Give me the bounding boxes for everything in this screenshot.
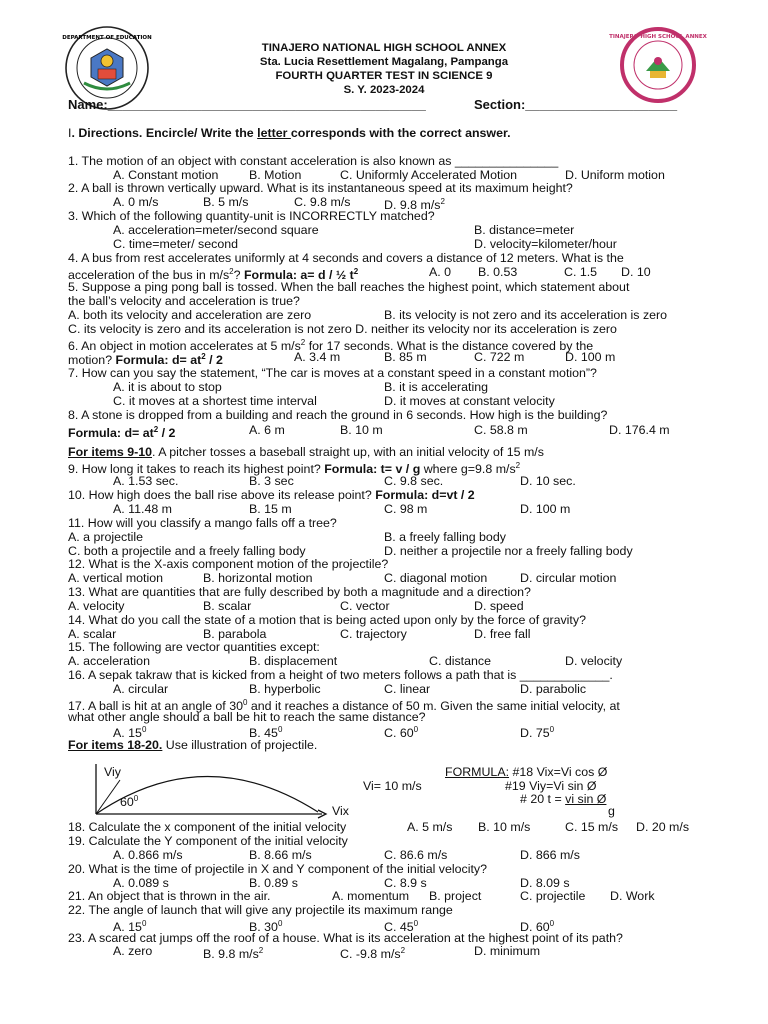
answer-choice[interactable]	[621, 265, 651, 279]
answer-choice[interactable]	[332, 889, 409, 903]
text-run: D. 10	[621, 265, 651, 279]
text-run: C. diagonal motion	[384, 571, 488, 585]
question-line	[113, 380, 222, 394]
text-run: B. 85 m	[384, 350, 427, 364]
text-run: D. 9.8 m/s	[384, 198, 441, 212]
answer-choice[interactable]	[520, 682, 586, 696]
superscript: 2	[300, 338, 306, 347]
text-run: B. parabola	[203, 627, 267, 641]
text-run: 60	[120, 795, 134, 809]
text-run: B. its velocity is not zero and its acceleration is zero	[384, 308, 668, 322]
question-line	[68, 154, 558, 168]
answer-choice[interactable]	[636, 820, 689, 834]
text-run: B. 45	[249, 726, 278, 740]
answer-choice[interactable]	[520, 723, 554, 740]
directions-text-b: corresponds with the correct answer.	[290, 126, 511, 140]
text-run: 2. A ball is thrown vertically upward. What is its instantaneous speed at its maximum height?	[68, 181, 573, 195]
answer-choice[interactable]	[520, 502, 570, 516]
text-run: 15. The following are vector quantities except:	[68, 640, 320, 654]
text-run: D. 8.09 s	[520, 876, 570, 890]
answer-choice[interactable]	[520, 889, 585, 903]
question-line	[113, 394, 317, 408]
text-run: D. Uniform motion	[565, 168, 665, 182]
text-run: Formula: t= v / g	[324, 462, 421, 476]
text-run: C. 9.8 sec.	[384, 474, 444, 488]
answer-choice[interactable]	[384, 502, 427, 516]
directions-text-a: . Directions. Encircle/ Write the	[71, 126, 258, 140]
question-line	[68, 516, 337, 530]
text-run: D. Work	[610, 889, 655, 903]
text-run: B. 15 m	[249, 502, 292, 516]
question-line	[68, 530, 143, 544]
text-run: B. 10 m	[340, 423, 383, 437]
question-line	[68, 294, 300, 308]
answer-choice[interactable]	[294, 195, 350, 209]
text-run: 9. How long it takes to reach its highest point?	[68, 462, 325, 476]
text-run: D. velocity=kilometer/hour	[474, 237, 617, 251]
answer-choice[interactable]	[520, 848, 580, 862]
answer-choice[interactable]	[340, 627, 407, 641]
question-line	[68, 366, 597, 380]
text-run: / 2	[158, 426, 176, 440]
question-line	[68, 488, 475, 502]
text-run: C. vector	[340, 599, 390, 613]
answer-choice[interactable]	[340, 168, 517, 182]
text-run: A. a projectile	[68, 530, 144, 544]
school-address: Sta. Lucia Resettlement Magalang, Pampanga	[259, 56, 509, 68]
text-run: A. acceleration=meter/second square	[113, 223, 319, 237]
answer-choice[interactable]	[565, 168, 665, 182]
text-run: A. 0.866 m/s	[113, 848, 183, 862]
text-run: B. distance=meter	[474, 223, 575, 237]
superscript: 0	[133, 794, 139, 803]
text-run: 11. How will you classify a mango falls off a tree?	[68, 516, 337, 530]
superscript: 2	[515, 461, 521, 470]
answer-choice[interactable]	[429, 265, 451, 279]
superscript: 0	[549, 919, 555, 928]
text-run: A. zero	[113, 944, 153, 958]
answer-choice[interactable]	[384, 350, 427, 364]
text-run: A. 3.4 m	[294, 350, 341, 364]
answer-choice[interactable]	[474, 223, 574, 237]
text-run: A. both its velocity and acceleration are zero	[68, 308, 312, 322]
directions-letter: letter	[257, 126, 291, 140]
answer-choice[interactable]	[203, 627, 266, 641]
text-run: B. project	[429, 889, 482, 903]
question-line	[113, 944, 152, 958]
superscript: 2	[153, 425, 159, 434]
answer-choice[interactable]	[474, 423, 528, 437]
text-run: 7. How can you say the statement, “The car is moves at a constant speed in a constant motion”?	[68, 366, 597, 380]
text-run: C. time=meter/ second	[113, 237, 238, 251]
text-run: 22. The angle of launch that will give any projectile its maximum range	[68, 903, 453, 917]
text-run: vi sin Ø	[565, 792, 607, 806]
text-run: D. 100 m	[565, 350, 616, 364]
text-run: 8. A stone is dropped from a building and reach the ground in 6 seconds. How high is the building?	[68, 408, 608, 422]
text-run: D. 10 sec.	[520, 474, 576, 488]
text-run: C. 1.5	[564, 265, 598, 279]
text-run: B. hyperbolic	[249, 682, 321, 696]
text-run: 14. What do you call the state of a motion that is being acted upon only by the force of gravity?	[68, 613, 586, 627]
text-run: D. speed	[474, 599, 524, 613]
answer-choice[interactable]	[384, 571, 487, 585]
answer-choice[interactable]	[609, 423, 670, 437]
text-run: C. Uniformly Accelerated Motion	[340, 168, 517, 182]
text-run: acceleration of the bus in m/s	[68, 268, 230, 282]
answer-choice[interactable]	[520, 474, 576, 488]
text-run: 4. A bus from rest accelerates uniformly at 4 seconds and covers a distance of 12 meters. What is the	[68, 251, 624, 265]
text-run: A. 0	[429, 265, 452, 279]
text-run: 18. Calculate the x component of the initial velocity	[68, 820, 347, 834]
text-run: B. displacement	[249, 654, 338, 668]
answer-choice[interactable]	[564, 265, 597, 279]
superscript: 0	[277, 725, 283, 734]
text-run: 3. Which of the following quantity-unit is INCORRECTLY matched?	[68, 209, 435, 223]
text-run: # 20 t =	[520, 792, 566, 806]
text-run: g	[608, 804, 615, 818]
text-run: and it reaches a distance of 50 m. Given the same initial velocity, at	[247, 699, 620, 713]
superscript: 0	[141, 919, 147, 928]
text-run: B. a freely falling body	[384, 530, 506, 544]
text-run: A. 15	[113, 726, 142, 740]
answer-choice[interactable]	[203, 195, 248, 209]
text-run: Formula: d= at	[115, 353, 202, 367]
superscript: 0	[242, 698, 248, 707]
text-run: For items 18-20.	[68, 738, 163, 752]
text-run: D. 100 m	[520, 502, 571, 516]
answer-choice[interactable]	[565, 654, 622, 668]
question-line	[68, 862, 487, 876]
text-run: the ball’s velocity and acceleration is true?	[68, 294, 300, 308]
text-run: 21. An object that is thrown in the air.	[68, 889, 271, 903]
answer-choice[interactable]	[474, 237, 617, 251]
question-line	[68, 209, 435, 223]
answer-choice[interactable]	[474, 627, 530, 641]
text-run: C. distance	[429, 654, 491, 668]
answer-choice[interactable]	[445, 765, 607, 779]
text-run: Formula: d= at	[68, 426, 154, 440]
text-run: A. 15	[113, 920, 142, 934]
answer-choice[interactable]	[407, 820, 452, 834]
text-run: B. horizontal motion	[203, 571, 313, 585]
question-line	[68, 903, 453, 917]
text-run: A. momentum	[332, 889, 410, 903]
text-run: #18 Vix=Vi cos Ø	[509, 765, 608, 779]
question-line	[68, 251, 624, 265]
answer-choice[interactable]	[249, 848, 312, 862]
text-run: B. it is accelerating	[384, 380, 488, 394]
text-run: D. 75	[520, 726, 550, 740]
text-run: D. free fall	[474, 627, 531, 641]
text-run: Use illustration of projectile.	[162, 738, 318, 752]
question-line	[68, 181, 573, 195]
text-run: 12. What is the X-axis component motion of the projectile?	[68, 557, 389, 571]
text-run: B. 8.66 m/s	[249, 848, 312, 862]
question-line	[113, 195, 158, 209]
text-run: A. velocity	[68, 599, 125, 613]
text-run: D. 176.4 m	[609, 423, 670, 437]
question-line	[113, 237, 238, 251]
school-year: S. Y. 2023-2024	[343, 84, 425, 96]
text-run: C. 60	[384, 726, 414, 740]
text-run: D. 866 m/s	[520, 848, 580, 862]
text-run: A. Constant motion	[113, 168, 219, 182]
answer-choice[interactable]	[294, 350, 340, 364]
text-run: 6. An object in motion accelerates at 5 m/s	[68, 339, 301, 353]
text-run: C. 722 m	[474, 350, 525, 364]
question-line	[68, 889, 271, 903]
answer-choice[interactable]	[384, 474, 443, 488]
school-seal-text: TINAJERO HIGH SCHOOL ANNEX	[609, 34, 707, 40]
text-run: B. 5 m/s	[203, 195, 249, 209]
answer-choice[interactable]	[384, 308, 667, 322]
question-line	[113, 848, 183, 862]
answer-choice[interactable]	[249, 876, 298, 890]
question-line	[68, 445, 544, 459]
text-run: C. 45	[384, 920, 414, 934]
superscript: 0	[549, 725, 555, 734]
text-run: D. 60	[520, 920, 550, 934]
text-run: for 17 seconds. What is the distance covered by the	[305, 339, 594, 353]
question-line	[68, 834, 348, 848]
text-run: where g=9.8 m/s	[420, 462, 516, 476]
answer-choice[interactable]	[429, 889, 481, 903]
superscript: 2	[353, 267, 359, 276]
question-line	[68, 408, 607, 422]
superscript: 0	[413, 725, 419, 734]
text-run: B. 30	[249, 920, 278, 934]
question-line	[68, 599, 124, 613]
question-line	[68, 423, 175, 440]
superscript: 0	[141, 725, 147, 734]
question-line	[113, 502, 172, 516]
text-run: D. 20 m/s	[636, 820, 690, 834]
text-run: ?	[233, 268, 244, 282]
text-run: 20. What is the time of projectile in X and Y component of the initial velocity?	[68, 862, 487, 876]
text-run: C. 98 m	[384, 502, 428, 516]
text-run: Vi= 10 m/s	[363, 779, 422, 793]
text-run: D. it moves at constant velocity	[384, 394, 555, 408]
answer-choice[interactable]	[203, 599, 251, 613]
answer-choice[interactable]	[478, 820, 530, 834]
question-line	[68, 820, 346, 834]
answer-choice[interactable]	[520, 792, 606, 806]
superscript: 0	[277, 919, 283, 928]
text-run: A. acceleration	[68, 654, 150, 668]
question-line	[68, 322, 617, 336]
answer-choice[interactable]	[505, 779, 597, 793]
question-line	[113, 474, 178, 488]
answer-choice[interactable]	[610, 889, 655, 903]
answer-choice[interactable]	[478, 265, 517, 279]
text-run: C. 15 m/s	[565, 820, 619, 834]
text-run: B. 10 m/s	[478, 820, 531, 834]
answer-choice[interactable]	[384, 723, 418, 740]
text-run: what other angle should a ball be hit to reach the same distance?	[68, 710, 426, 724]
answer-choice[interactable]	[565, 350, 615, 364]
answer-choice[interactable]	[474, 599, 524, 613]
answer-choice[interactable]	[565, 820, 618, 834]
text-run: B. 3 sec	[249, 474, 294, 488]
text-run: C. trajectory	[340, 627, 407, 641]
text-run: A. 11.48 m	[113, 502, 173, 516]
answer-choice[interactable]	[520, 571, 616, 585]
question-line	[68, 613, 586, 627]
question-line	[113, 682, 168, 696]
question-line	[68, 571, 163, 585]
text-run: D. neither a projectile nor a freely falling body	[384, 544, 633, 558]
text-run: A. 5 m/s	[407, 820, 453, 834]
answer-choice[interactable]	[340, 944, 405, 961]
text-run: B. Motion	[249, 168, 302, 182]
answer-choice[interactable]	[474, 350, 524, 364]
text-run: 16. A sepak takraw that is kicked from a height of two meters follows a path that is _____________.	[68, 668, 613, 682]
superscript: 0	[413, 919, 419, 928]
answer-choice[interactable]	[249, 168, 301, 182]
question-line	[68, 710, 426, 724]
text-run: C. linear	[384, 682, 431, 696]
text-run: A. 6 m	[249, 423, 285, 437]
answer-choice[interactable]	[340, 423, 383, 437]
question-line	[68, 668, 613, 682]
answer-choice[interactable]	[608, 804, 615, 818]
text-run: 13. What are quantities that are fully described by both a magnitude and a direction?	[68, 585, 531, 599]
test-title: FOURTH QUARTER TEST IN SCIENCE 9	[275, 70, 493, 82]
text-run: A. 0.089 s	[113, 876, 169, 890]
superscript: 2	[400, 946, 406, 955]
question-line	[68, 585, 531, 599]
answer-choice[interactable]	[249, 502, 292, 516]
answer-choice[interactable]	[384, 682, 430, 696]
text-run: C. 58.8 m	[474, 423, 528, 437]
text-run: 17. A ball is hit at an angle of 30	[68, 699, 243, 713]
answer-choice[interactable]	[249, 682, 321, 696]
question-line	[68, 654, 150, 668]
text-run: A. circular	[113, 682, 169, 696]
text-run: A. scalar	[68, 627, 117, 641]
answer-choice[interactable]	[429, 654, 491, 668]
text-run: D. circular motion	[520, 571, 617, 585]
text-run: A. it is about to stop	[113, 380, 222, 394]
answer-choice[interactable]	[384, 876, 427, 890]
answer-choice[interactable]	[384, 530, 506, 544]
text-run: Vix	[332, 804, 349, 818]
text-run: C. 8.9 s	[384, 876, 427, 890]
text-run: D. parabolic	[520, 682, 587, 696]
text-run: 1. The motion of an object with constant acceleration is also known as _______________	[68, 154, 559, 168]
text-run: 23. A scared cat jumps off the roof of a house. What is its acceleration at the highest point of its path?	[68, 931, 623, 945]
question-line	[113, 876, 169, 890]
answer-choice[interactable]	[249, 654, 337, 668]
question-line	[68, 557, 388, 571]
text-run: FORMULA:	[445, 765, 510, 779]
text-run: B. 0.89 s	[249, 876, 298, 890]
answer-choice[interactable]	[249, 474, 294, 488]
deped-seal-text: DEPARTMENT OF EDUCATION	[62, 35, 152, 41]
answer-choice[interactable]	[203, 571, 313, 585]
text-run: A. 1.53 sec.	[113, 474, 179, 488]
text-run: B. 9.8 m/s	[203, 947, 259, 961]
directions	[68, 126, 511, 140]
superscript: 2	[229, 267, 234, 276]
answer-choice[interactable]	[474, 944, 540, 958]
text-run: C. both a projectile and a freely falling body	[68, 544, 306, 558]
superscript: 2	[201, 352, 206, 361]
text-run: motion?	[68, 353, 116, 367]
question-line	[68, 350, 223, 367]
question-line	[68, 627, 116, 641]
text-run: Formula: a= d / ½ t	[243, 268, 354, 282]
text-run: D. minimum	[474, 944, 541, 958]
text-run: A. 0 m/s	[113, 195, 159, 209]
answer-choice[interactable]	[520, 876, 570, 890]
answer-choice[interactable]	[340, 599, 390, 613]
school-name: TINAJERO NATIONAL HIGH SCHOOL ANNEX	[261, 42, 507, 54]
question-line	[113, 168, 218, 182]
section-field[interactable]: Section:_____________________	[474, 97, 678, 112]
question-line	[68, 640, 320, 654]
text-run: C. 9.8 m/s	[294, 195, 351, 209]
answer-choice[interactable]	[384, 544, 633, 558]
question-line	[68, 280, 629, 294]
question-line	[68, 308, 311, 322]
text-run: C. 86.6 m/s	[384, 848, 448, 862]
name-field[interactable]: Name:____________________________________________	[68, 97, 426, 112]
answer-choice[interactable]	[203, 944, 263, 961]
text-run: Viy	[104, 765, 121, 779]
text-run: #19 Viy=Vi sin Ø	[505, 779, 597, 793]
text-run: B. scalar	[203, 599, 252, 613]
text-run: C. projectile	[520, 889, 586, 903]
text-run: C. -9.8 m/s	[340, 947, 401, 961]
text-run: B. 0.53	[478, 265, 518, 279]
answer-choice[interactable]	[249, 423, 285, 437]
text-run: Formula: d=vt / 2	[375, 488, 475, 502]
answer-choice[interactable]	[384, 848, 447, 862]
text-run: 5. Suppose a ping pong ball is tossed. When the ball reaches the highest point, which statement about	[68, 280, 630, 294]
text-run: For items 9-10	[68, 445, 153, 459]
superscript: 2	[258, 946, 264, 955]
question-line	[113, 223, 319, 237]
text-run: 10. How high does the ball rise above its release point?	[68, 488, 376, 502]
projectile-diagram	[90, 760, 390, 820]
question-line	[68, 738, 317, 752]
directions-numeral: I	[68, 126, 72, 140]
text-run: 19. Calculate the Y component of the initial velocity	[68, 834, 348, 848]
text-run: A. vertical motion	[68, 571, 164, 585]
answer-choice[interactable]	[384, 380, 488, 394]
question-line	[68, 544, 306, 558]
text-run: C. its velocity is zero and its acceleration is not zero D. neither its velocity nor its acceleration is zero	[68, 322, 617, 336]
text-run: / 2	[205, 353, 223, 367]
text-run: C. it moves at a shortest time interval	[113, 394, 317, 408]
answer-choice[interactable]	[384, 394, 555, 408]
text-run: D. velocity	[565, 654, 623, 668]
superscript: 2	[440, 197, 445, 206]
text-run: . A pitcher tosses a baseball straight up, with an initial velocity of 15 m/s	[152, 445, 544, 459]
question-line	[68, 931, 623, 945]
